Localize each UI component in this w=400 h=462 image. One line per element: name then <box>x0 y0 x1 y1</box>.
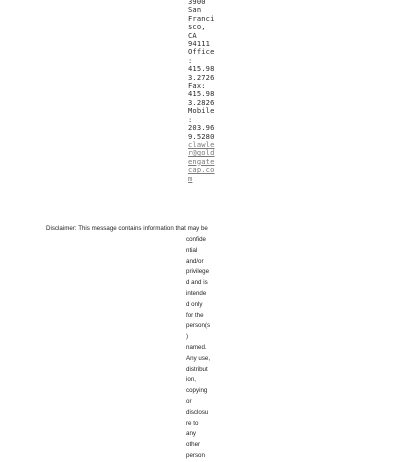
office-phone-label: : <box>188 55 193 65</box>
disclaimer-line: ion, <box>186 376 196 384</box>
disclaimer-line: named. <box>186 343 207 351</box>
disclaimer-line: Any use, <box>186 354 211 362</box>
disclaimer-line: privilege <box>186 268 210 276</box>
disclaimer-lead: Disclaimer: This message contains information that may be <box>46 225 208 232</box>
disclaimer-line: d and is <box>186 279 208 287</box>
mobile-number: 9.5280 <box>188 131 215 141</box>
disclaimer-line: or <box>186 397 192 405</box>
email-link-text[interactable]: r@gold <box>188 148 215 158</box>
disclaimer-line: for the <box>186 311 204 319</box>
email-link-text[interactable]: m <box>188 173 193 183</box>
disclaimer-line: intende <box>186 289 207 297</box>
mobile-number: 203.96 <box>188 123 215 133</box>
office-phone-label: Office <box>188 47 215 57</box>
address-line: 94111 <box>188 39 211 49</box>
disclaimer-line: other <box>186 441 201 449</box>
address-line: San <box>188 5 202 15</box>
disclaimer-line: person(s <box>186 322 211 330</box>
email-link-text[interactable]: engate <box>188 156 215 166</box>
address-line: 3900 <box>188 0 206 6</box>
office-phone: 415.98 <box>188 64 215 74</box>
fax-number: 415.98 <box>188 89 215 99</box>
disclaimer-line: d only <box>186 300 203 308</box>
disclaimer-line: ntial <box>186 246 198 254</box>
address-line: sco, <box>188 22 206 32</box>
disclaimer-line: and/or <box>186 257 204 265</box>
signature-block <box>188 0 224 183</box>
mobile-label: : <box>188 114 193 124</box>
disclaimer-line: disclosu <box>186 408 209 416</box>
email-link-text[interactable]: clawle <box>188 139 215 149</box>
email-link-text[interactable]: cap.co <box>188 165 215 175</box>
disclaimer-line: any <box>186 430 196 438</box>
disclaimer-line: copying <box>186 387 208 395</box>
address-line: Franci <box>188 13 215 23</box>
disclaimer-line: re to <box>186 419 199 427</box>
office-phone: 3.2726 <box>188 72 215 82</box>
address-line: CA <box>188 30 197 40</box>
disclaimer-body <box>186 235 226 462</box>
disclaimer-line: confide <box>186 236 206 243</box>
disclaimer-line: ) <box>186 333 189 341</box>
email-link[interactable] <box>188 141 224 183</box>
fax-label: Fax: <box>188 81 206 91</box>
disclaimer-line: person <box>186 451 205 459</box>
fax-number: 3.2826 <box>188 97 215 107</box>
mobile-label: Mobile <box>188 106 215 116</box>
disclaimer-line: distribut <box>186 365 208 373</box>
